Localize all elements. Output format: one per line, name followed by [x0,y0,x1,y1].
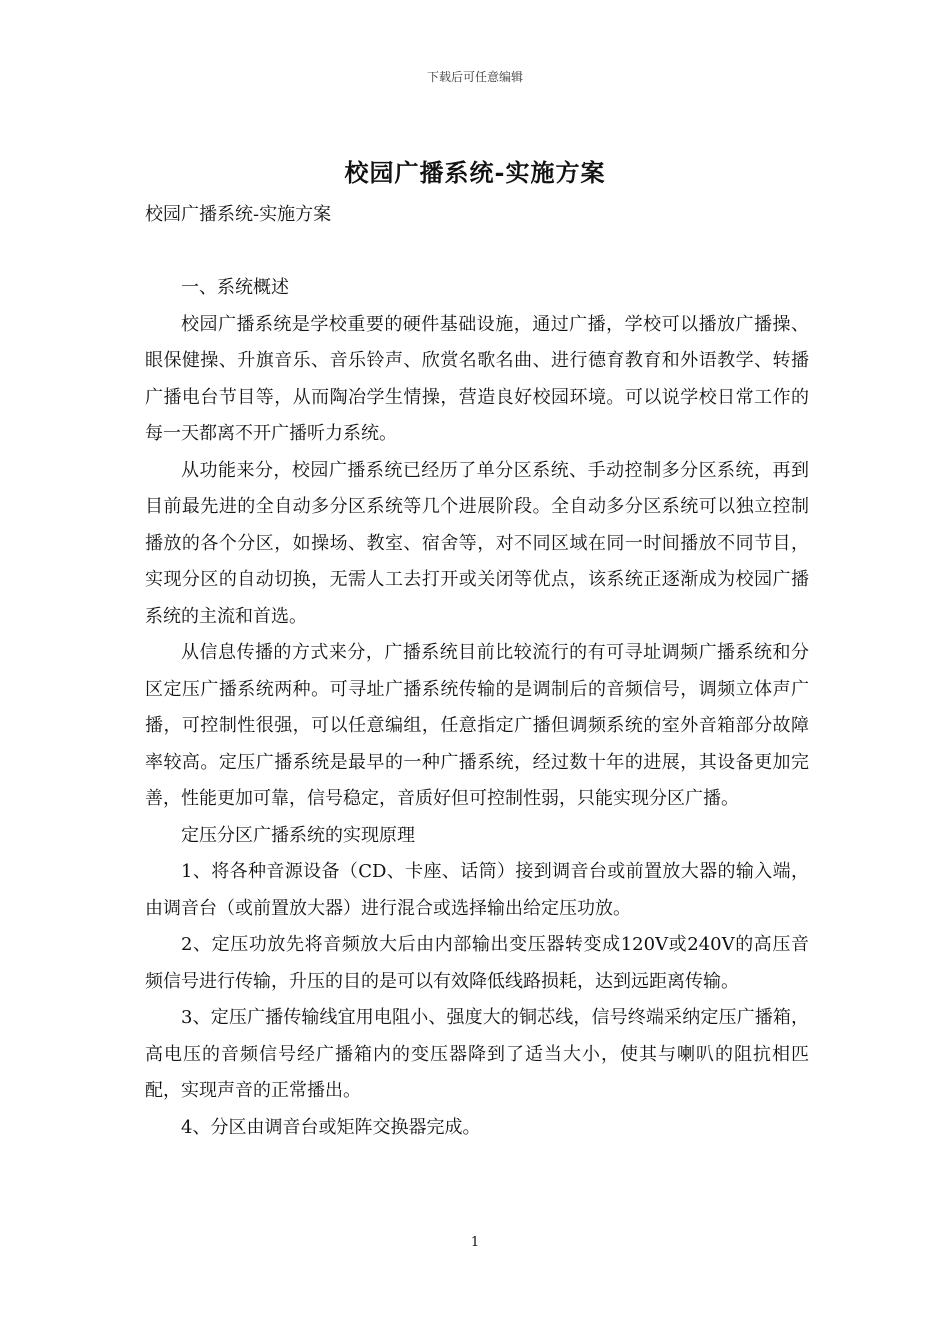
header-note: 下载后可任意编辑 [426,70,523,84]
list-item: 3、定压广播传输线宜用电阻小、强度大的铜芯线，信号终端采纳定压广播箱，高电压的音频信号经广播箱内的变压器降到了适当大小，使其与喇叭的阻抗相匹配，实现声音的正常播出。 [145,1007,809,1101]
document-subtitle: 校园广播系统-实施方案 [145,204,332,225]
document-body [145,270,809,1146]
paragraph: 从功能来分，校园广播系统已经历了单分区系统、手动控制多分区系统，再到目前最先进的全自动多分区系统等几个进展阶段。全自动多分区系统可以独立控制播放的各个分区，如操场、教室、宿舍等，对不同区域在同一时间播放不同节目，实现分区的自动切换，无需人工去打开或关闭等优点，该系统正逐渐成为校园广播系统的主流和首选。 [145,459,809,627]
list-item: 2、定压功放先将音频放大后由内部输出变压器转变成120V或240V的高压音频信号进行传输，升压的目的是可以有效降低线路损耗，达到远距离传输。 [145,934,809,992]
subheading-principle: 定压分区广播系统的实现原理 [181,824,415,846]
document-title: 校园广播系统-实施方案 [344,158,606,187]
paragraph: 校园广播系统是学校重要的硬件基础设施，通过广播，学校可以播放广播操、眼保健操、升旗音乐、音乐铃声、欣赏名歌名曲、进行德育教育和外语教学、转播广播电台节目等，从而陶冶学生情操，营造良好校园环境。可以说学校日常工作的每一天都离不开广播听力系统。 [145,313,809,444]
paragraph: 从信息传播的方式来分，广播系统目前比较流行的有可寻址调频广播系统和分区定压广播系统两种。可寻址广播系统传输的是调制后的音频信号，调频立体声广播，可控制性很强，可以任意编组，任意指定广播但调频系统的室外音箱部分故障率较高。定压广播系统是最早的一种广播系统，经过数十年的进展，其设备更加完善，性能更加可靠，信号稳定，音质好但可控制性弱，只能实现分区广播。 [145,642,809,809]
section-heading-overview: 一、系统概述 [181,277,289,298]
list-item: 1、将各种音源设备（CD、卡座、话筒）接到调音台或前置放大器的输入端，由调音台（或前置放大器）进行混合或选择输出给定压功放。 [145,861,809,919]
page-number: 1 [470,1235,480,1250]
list-item: 4、分区由调音台或矩阵交换器完成。 [181,1116,481,1138]
